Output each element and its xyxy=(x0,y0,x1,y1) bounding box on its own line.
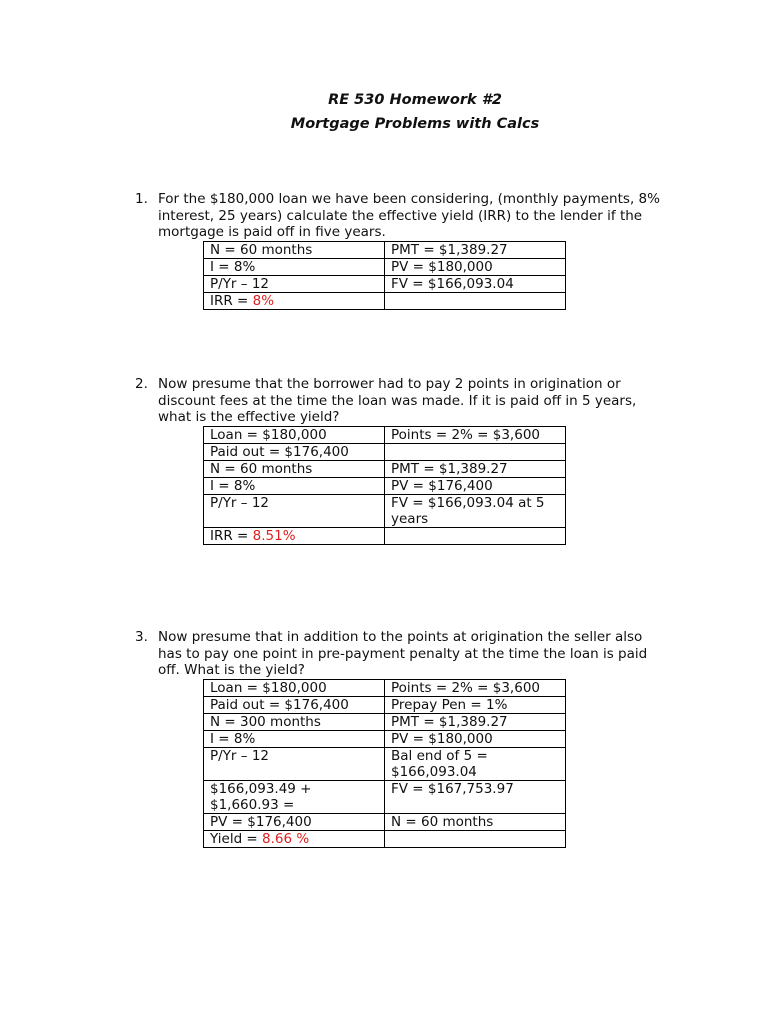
answer-value: 8.51% xyxy=(252,528,296,544)
question-number: 3. xyxy=(135,629,148,645)
answer-value: 8% xyxy=(252,293,275,309)
table-cell: P/Yr – 12 xyxy=(204,495,385,528)
table-cell: N = 60 months xyxy=(204,461,385,478)
document-subtitle: Mortgage Problems with Calcs xyxy=(290,116,540,132)
answer-label: Yield = xyxy=(210,831,263,847)
table-cell: Loan = $180,000 xyxy=(204,680,385,697)
table-cell: Points = 2% = $3,600 xyxy=(385,427,566,444)
calc-table-1 xyxy=(203,241,566,310)
table-cell: N = 300 months xyxy=(204,714,385,731)
table-cell: Prepay Pen = 1% xyxy=(385,697,566,714)
empty-cell xyxy=(385,528,566,545)
table-cell: I = 8% xyxy=(204,731,385,748)
table-cell: Loan = $180,000 xyxy=(204,427,385,444)
answer-row xyxy=(204,528,566,545)
answer-row xyxy=(204,293,566,310)
table-cell: PMT = $1,389.27 xyxy=(385,714,566,731)
table-cell: Paid out = $176,400 xyxy=(204,697,385,714)
table-row xyxy=(204,748,566,781)
table-cell: PV = $176,400 xyxy=(385,478,566,495)
empty-cell xyxy=(385,293,566,310)
table-row xyxy=(204,814,566,831)
table-row xyxy=(204,276,566,293)
table-row xyxy=(204,680,566,697)
document-title: RE 530 Homework #2 xyxy=(328,92,502,108)
question-text: Now presume that in addition to the points at origination the seller also has to pay one point in pre-payment penalty at the time the loan is paid off. What is the yield? xyxy=(158,629,648,678)
table-cell: N = 60 months xyxy=(204,242,385,259)
answer-value: 8.66 % xyxy=(262,831,310,847)
table-cell: Paid out = $176,400 xyxy=(204,444,385,461)
table-row xyxy=(204,461,566,478)
table-cell: P/Yr – 12 xyxy=(204,276,385,293)
table-row xyxy=(204,495,566,528)
answer-cell xyxy=(204,528,385,545)
table-row xyxy=(204,242,566,259)
answer-label: IRR = xyxy=(210,528,253,544)
table-cell: PV = $180,000 xyxy=(385,259,566,276)
table-row xyxy=(204,731,566,748)
table-row xyxy=(204,444,566,461)
answer-cell xyxy=(204,293,385,310)
answer-label: IRR = xyxy=(210,293,253,309)
table-row xyxy=(204,697,566,714)
table-cell: PV = $180,000 xyxy=(385,731,566,748)
empty-cell xyxy=(385,831,566,848)
table-cell: Points = 2% = $3,600 xyxy=(385,680,566,697)
table-cell: I = 8% xyxy=(204,259,385,276)
table-row xyxy=(204,714,566,731)
table-row xyxy=(204,478,566,495)
answer-cell xyxy=(204,831,385,848)
table-cell: Bal end of 5 = $166,093.04 xyxy=(385,748,566,781)
table-cell: P/Yr – 12 xyxy=(204,748,385,781)
table-row xyxy=(204,259,566,276)
table-cell: N = 60 months xyxy=(385,814,566,831)
table-cell: PMT = $1,389.27 xyxy=(385,242,566,259)
answer-row xyxy=(204,831,566,848)
table-cell: FV = $166,093.04 xyxy=(385,276,566,293)
table-cell xyxy=(385,444,566,461)
table-cell: FV = $167,753.97 xyxy=(385,781,566,814)
question-number: 1. xyxy=(135,191,148,207)
calc-table-2 xyxy=(203,426,566,545)
question-text: Now presume that the borrower had to pay 2 points in origination or discount fees at the time the loan was made. If it is paid off in 5 years, what is the effective yield? xyxy=(158,376,637,425)
table-cell: PMT = $1,389.27 xyxy=(385,461,566,478)
table-row xyxy=(204,781,566,814)
question-text: For the $180,000 loan we have been considering, (monthly payments, 8% interest, 25 years) calculate the effective yield (IRR) to the lender if the mortgage is paid off in five years. xyxy=(158,191,660,240)
calc-table-3 xyxy=(203,679,566,848)
table-cell: PV = $176,400 xyxy=(204,814,385,831)
question-number: 2. xyxy=(135,376,148,392)
table-cell: $166,093.49 + $1,660.93 = xyxy=(204,781,385,814)
table-row xyxy=(204,427,566,444)
table-cell: I = 8% xyxy=(204,478,385,495)
table-cell: FV = $166,093.04 at 5 years xyxy=(385,495,566,528)
